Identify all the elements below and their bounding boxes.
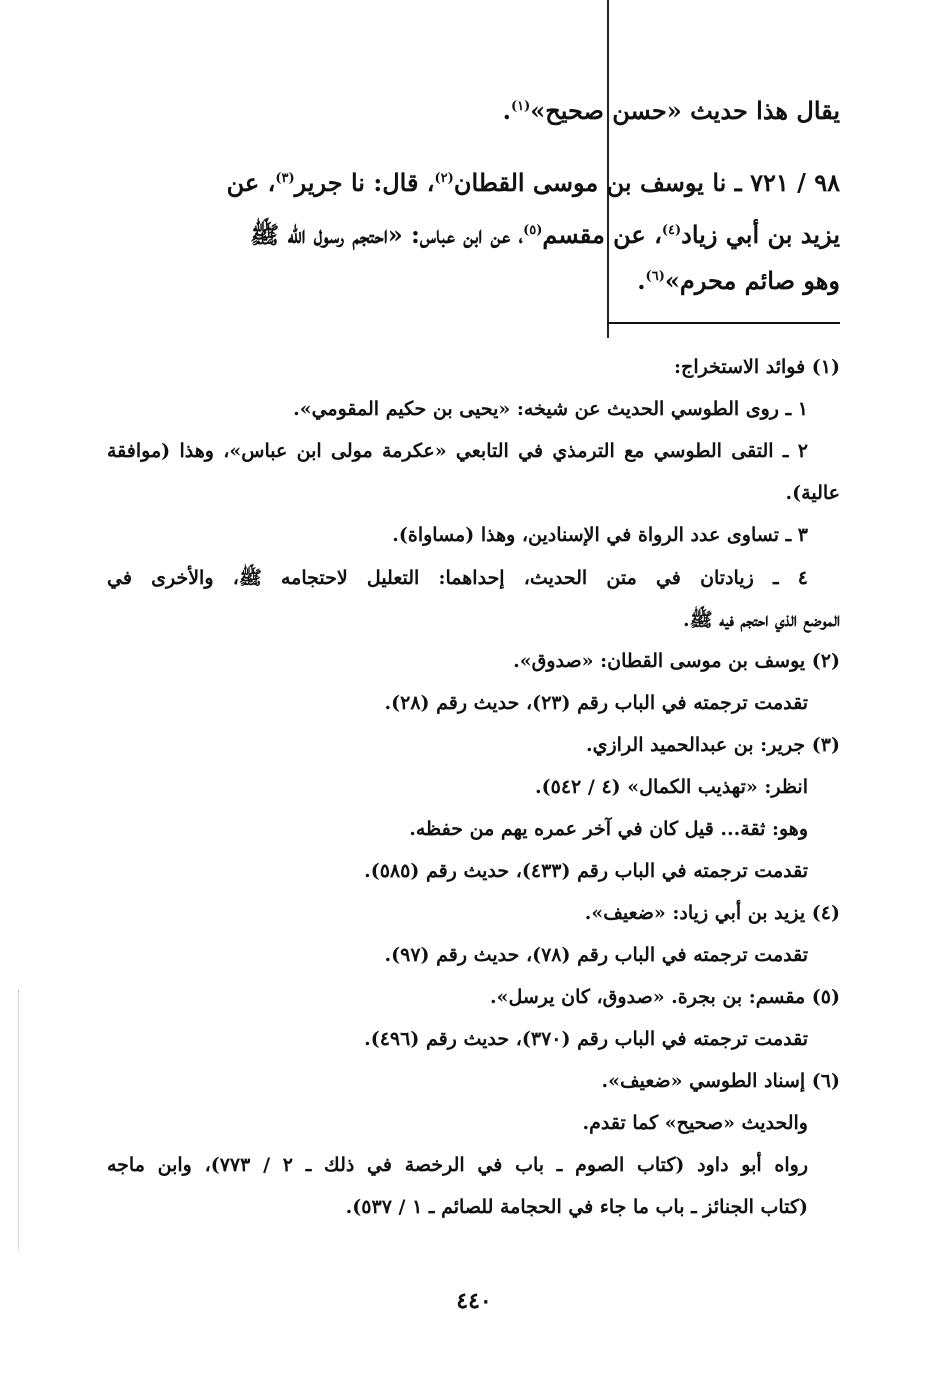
footnote-1-heading: (١) فوائد الاستخراج: [674,356,840,378]
footnote-1-item-2-cont: عالية). [785,482,840,504]
text: ، قال: نا جرير [294,168,435,197]
text: . [637,266,646,295]
text: يقال هذا حديث «حسن صحيح» [530,96,840,125]
footnote-ref-1[interactable]: (١) [510,99,531,114]
footnote-6-detail-3: (كتاب الجنائز ـ باب ما جاء في الحجامة للصائم ـ ١ / ٥٣٧). [345,1196,808,1218]
footnote-3-detail-2: وهو: ثقة... قيل كان في آخر عمره يهم من حفظه. [409,818,808,840]
footnote-ref-5[interactable]: (٥) [523,223,543,238]
footnote-1-item-4: ٤ ـ زيادتان في متن الحديث، إحداهما: التعليل لاحتجامه ﷺ، والأخرى في [107,567,808,589]
footnote-ref-2[interactable]: (٢) [434,171,454,186]
text: يزيد بن أبي زياد [681,220,840,249]
footnote-4-detail: تقدمت ترجمته في الباب رقم (٧٨)، حديث رقم (٩٧). [384,944,808,966]
footnote-6-detail-2: رواه أبو داود (كتاب الصوم ـ باب في الرخصة في ذلك ـ ٢ / ٧٧٣)، وابن ماجه [107,1154,808,1176]
footnote-2: (٢) يوسف بن موسى القطان: «صدوق». [513,650,840,672]
footnote-1-item-4-cont: الموضع الذي احتجم فيه ﷺ. [683,609,840,631]
footnote-4: (٤) يزيد بن أبي زياد: «ضعيف». [584,902,840,924]
footnote-3-detail-3: تقدمت ترجمته في الباب رقم (٤٣٣)، حديث رقم (٥٨٥). [364,860,808,882]
footnote-6-detail-1: والحديث «صحيح» كما تقدم. [582,1112,808,1134]
footnote-5: (٥) مقسم: بن بجرة. «صدوق، كان يرسل». [489,986,840,1008]
footnote-1-item-3: ٣ ـ تساوى عدد الرواة في الإسنادين، وهذا (مساواة). [392,524,808,546]
main-text-line-4 [637,266,840,295]
footnote-2-detail: تقدمت ترجمته في الباب رقم (٢٣)، حديث رقم (٢٨). [384,692,808,714]
main-text-line-2 [227,168,840,197]
footnote-ref-3[interactable]: (٣) [275,171,295,186]
footnote-separator [607,322,840,324]
text: وهو صائم محرم» [664,266,840,295]
page-number: ٤٤٠ [456,1288,492,1314]
footnote-1-item-1: ١ ـ روى الطوسي الحديث عن شيخه: «يحيى بن حكيم المقومي». [293,398,808,420]
footnote-ref-4[interactable]: (٤) [661,223,682,238]
text: ، عن [226,168,276,197]
footnote-5-detail: تقدمت ترجمته في الباب رقم (٣٧٠)، حديث رقم (٤٩٦). [364,1028,808,1050]
main-text-line-1 [503,96,840,125]
scan-edge-marks [18,990,20,1250]
text: ، عن ابن عباس: «احتجم رسول الله ﷺ [250,220,524,249]
main-text-line-3 [250,220,840,255]
footnote-3-detail-1: انظر: «تهذيب الكمال» (٤ / ٥٤٢). [535,776,808,798]
footnote-6: (٦) إسناد الطوسي «ضعيف». [601,1070,840,1092]
text: ، عن مقسم [542,220,662,249]
text: ٩٨ / ٧٢١ ـ نا يوسف بن موسى القطان [453,168,840,197]
text: . [502,96,511,125]
footnote-3: (٣) جرير: بن عبدالحميد الرازي. [586,734,840,756]
footnote-1-item-2: ٢ ـ التقى الطوسي مع الترمذي في التابعي «عكرمة مولى ابن عباس»، وهذا (موافقة [107,440,808,462]
footnote-ref-6[interactable]: (٦) [645,269,665,284]
